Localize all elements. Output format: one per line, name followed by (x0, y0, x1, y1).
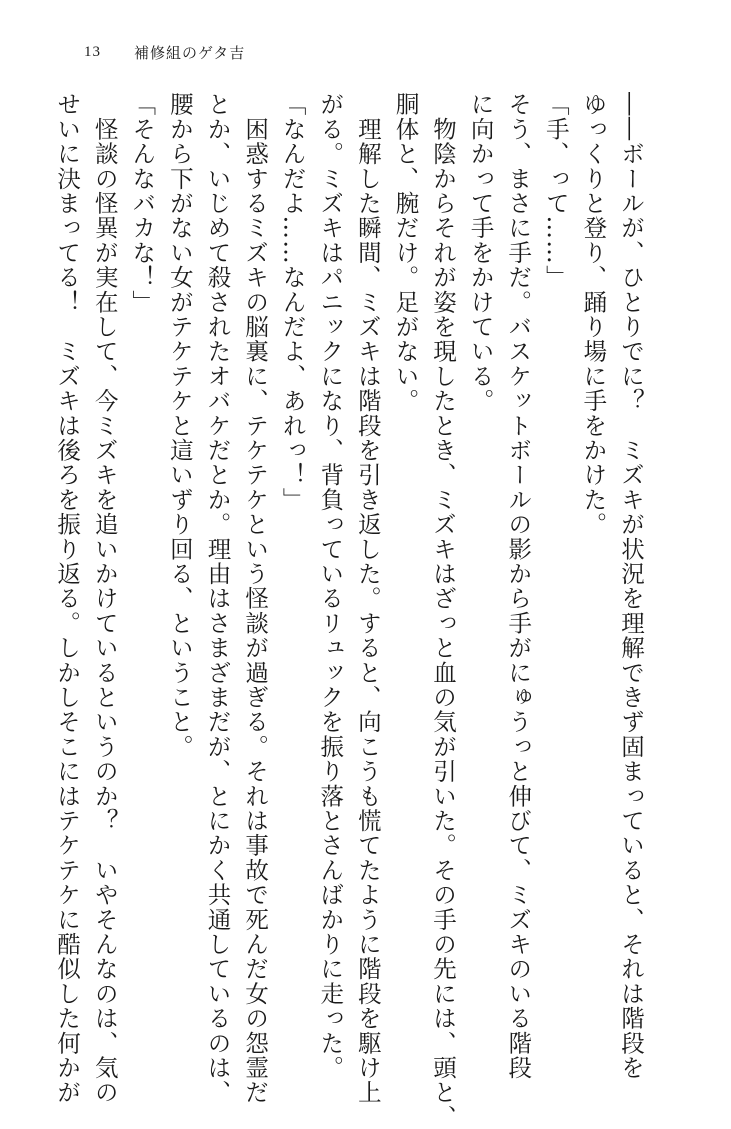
text-line: がる。ミズキはパニックになり、背負っているリュックを振り落とさんばかりに走った。 (316, 92, 345, 1080)
text-line: ゆっくりと登り、踊り場に手をかけた。 (579, 92, 608, 537)
text-line: せいに決まってる！ ミズキは後ろを振り返る。しかしそこにはテケテケに酷似した何かが (53, 92, 82, 1105)
text-line: ――ボールが、ひとりでに？ ミズキが状況を理解できず固まっていると、それは階段を (617, 92, 645, 1080)
text-line: とか、いじめて殺されたオバケだとか。理由はさまざまだが、とにかく共通しているのは、 (203, 92, 232, 1105)
text-line: そう、まさに手だ。バスケットボールの影から手がにゅうっと伸びて、ミズキのいる階段 (504, 92, 533, 1080)
text-line: 胴体と、腕だけ。足がない。 (391, 92, 420, 414)
text-line: 物陰からそれが姿を現したとき、ミズキはざっと血の気が引いた。その手の先には、頭と、 (429, 92, 458, 1129)
body-text (53, 92, 649, 1129)
text-line: 「そんなバカな！」 (128, 92, 157, 315)
text-line: に向かって手をかけている。 (466, 92, 495, 414)
text-line: 困惑するミズキの脳裏に、テケテケという怪談が過ぎる。それは事故で死んだ女の怨霊だ (241, 92, 270, 1105)
text-line: 「手、って……」 (541, 92, 570, 290)
text-line: 腰から下がない女がテケテケと這いずり回る、ということ。 (165, 92, 194, 759)
text-line: 怪談の怪異が実在して、今ミズキを追いかけているというのか？ いやそんなのは、気の (90, 92, 119, 1105)
text-line: 「なんだよ……なんだよ、あれっ！」 (278, 92, 307, 512)
text-line: 理解した瞬間、ミズキは階段を引き返した。すると、向こうも慌てたように階段を駆け上 (353, 92, 382, 1105)
book-title: 補修組のゲタ吉 (134, 45, 246, 62)
page-number: 13 (84, 43, 101, 60)
running-header (84, 40, 245, 64)
